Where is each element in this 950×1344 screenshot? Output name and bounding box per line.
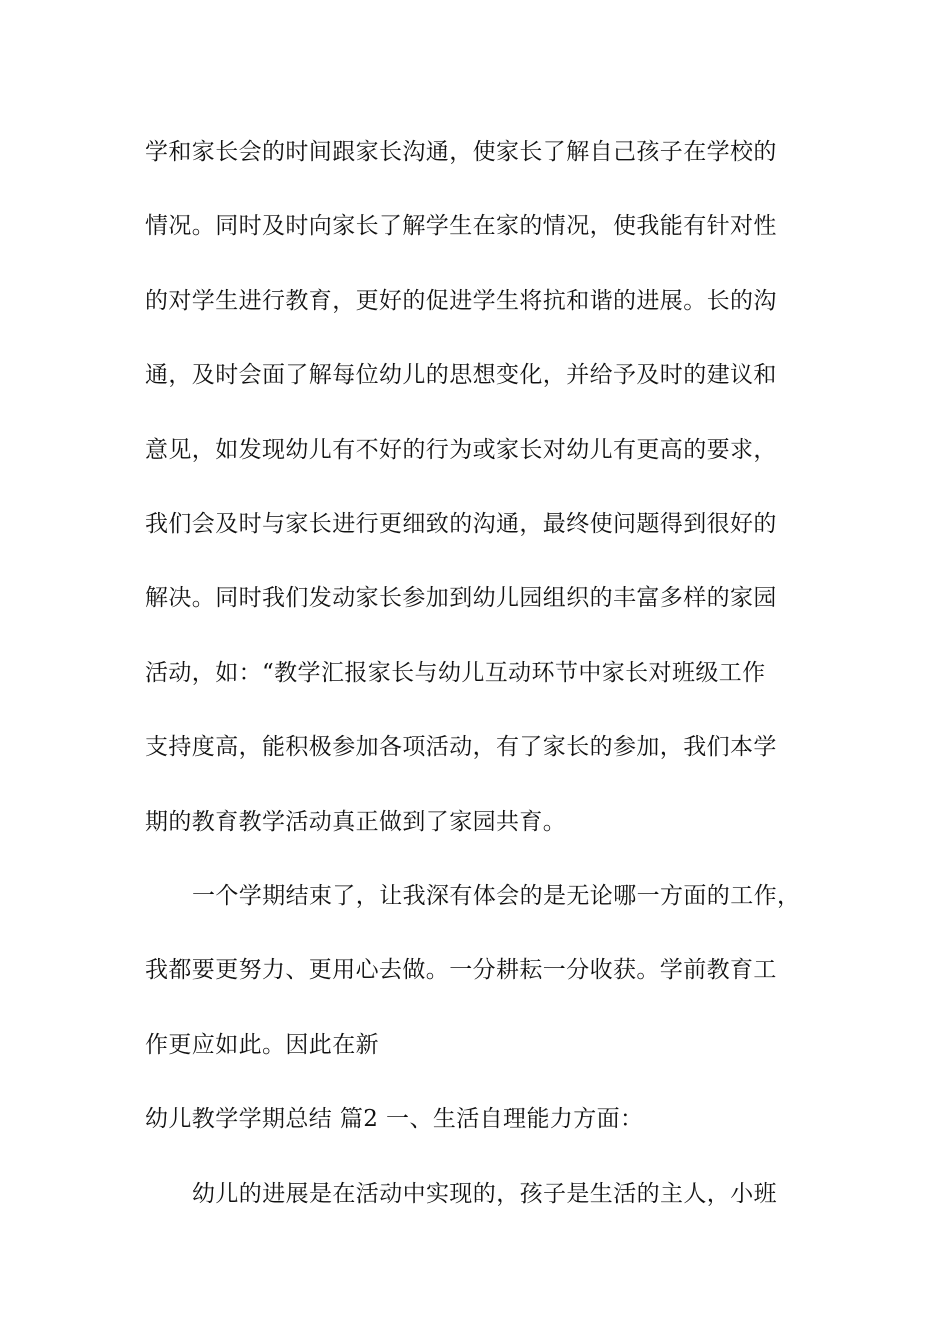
paragraph-line: 期的教育教学活动真正做到了家园共育。: [145, 809, 567, 835]
paragraph-line: 我们会及时与家长进行更细致的沟通，最终使问题得到很好的: [145, 511, 777, 537]
paragraph-line: 解决。同时我们发动家长参加到幼儿园组织的丰富多样的家园: [145, 585, 777, 611]
paragraph-line: 一个学期结束了，让我深有体会的是无论哪一方面的工作，: [192, 883, 801, 909]
paragraph-line: 作更应如此。因此在新: [145, 1032, 379, 1058]
paragraph-line: 活动，如：“教学汇报家长与幼儿互动环节中家长对班级工作: [145, 660, 766, 686]
section-heading-line: 幼儿教学学期总结 篇2 一、生活自理能力方面：: [145, 1106, 644, 1132]
paragraph-line: 情况。同时及时向家长了解学生在家的情况，使我能有针对性: [145, 213, 777, 239]
paragraph-line: 意见，如发现幼儿有不好的行为或家长对幼儿有更高的要求，: [145, 437, 777, 463]
paragraph-line: 学和家长会的时间跟家长沟通，使家长了解自己孩子在学校的: [145, 139, 777, 165]
paragraph-line: 我都要更努力、更用心去做。一分耕耘一分收获。学前教育工: [145, 957, 777, 983]
paragraph-line: 通，及时会面了解每位幼儿的思想变化，并给予及时的建议和: [145, 362, 777, 388]
paragraph-line: 幼儿的进展是在活动中实现的，孩子是生活的主人，小班: [192, 1181, 777, 1207]
paragraph-line: 的对学生进行教育，更好的促进学生将抗和谐的进展。长的沟: [145, 288, 777, 314]
paragraph-line: 支持度高，能积极参加各项活动，有了家长的参加，我们本学: [145, 734, 777, 760]
